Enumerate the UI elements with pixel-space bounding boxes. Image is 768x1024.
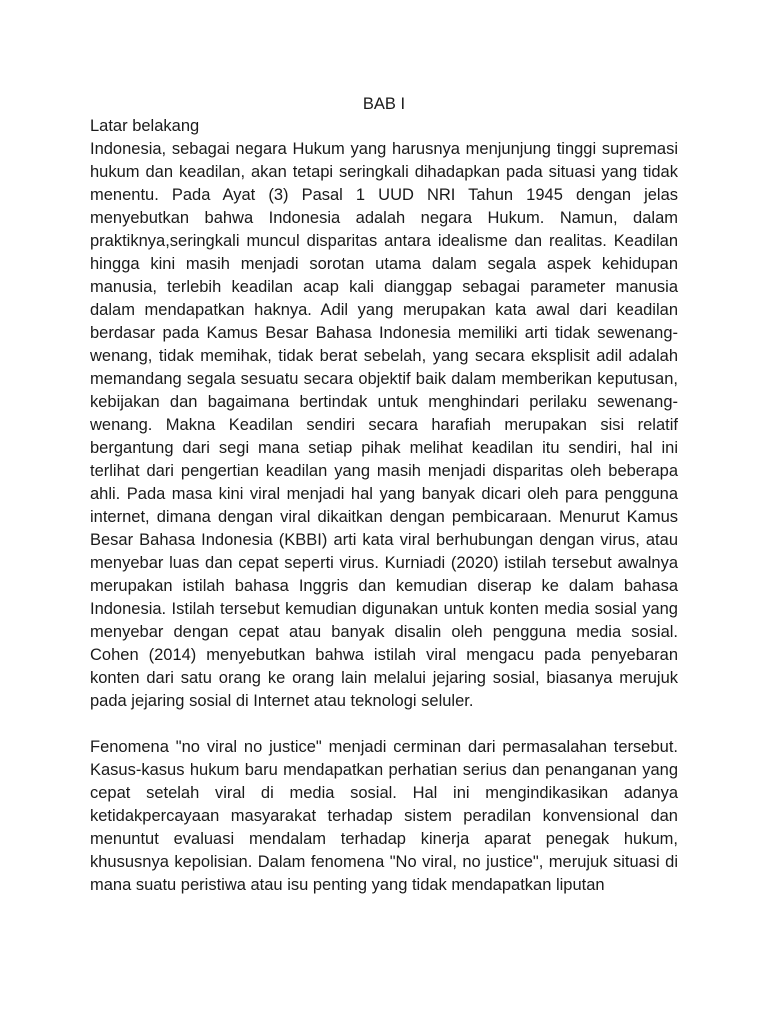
document-body — [90, 115, 678, 897]
paragraph-1: Indonesia, sebagai negara Hukum yang harusnya menjunjung tinggi supremasi hukum dan keadilan, akan tetapi seringkali dihadapkan pada situasi yang tidak menentu. Pada Ayat (3) Pasal 1 UUD NRI Tahun 1945 dengan jelas menyebutkan bahwa Indonesia adalah negara Hukum. Namun, dalam praktiknya,seringkali muncul disparitas antara idealisme dan realitas. Keadilan hingga kini masih menjadi sorotan utama dalam segala aspek kehidupan manusia, terlebih keadilan acap kali dianggap sebagai parameter manusia dalam mendapatkan haknya. Adil yang merupakan kata awal dari keadilan berdasar pada Kamus Besar Bahasa Indonesia memiliki arti tidak sewenang-wenang, tidak memihak, tidak berat sebelah, yang secara eksplisit adil adalah memandang segala sesuatu secara objektif baik dalam memberikan keputusan, kebijakan dan bagaimana bertindak untuk menghindari perilaku sewenang-wenang. Makna Keadilan sendiri secara harafiah merupakan sisi relatif bergantung dari segi mana setiap pihak melihat keadilan itu sendiri, hal ini terlihat dari pengertian keadilan yang masih menjadi disparitas oleh beberapa ahli. Pada masa kini viral menjadi hal yang banyak dicari oleh para pengguna internet, dimana dengan viral dikaitkan dengan pembicaraan. Menurut Kamus Besar Bahasa Indonesia (KBBI) arti kata viral berhubungan dengan virus, atau menyebar luas dan cepat seperti virus. Kurniadi (2020) istilah tersebut awalnya merupakan istilah bahasa Inggris dan kemudian diserap ke dalam bahasa Indonesia. Istilah tersebut kemudian digunakan untuk konten media sosial yang menyebar dengan cepat atau banyak disalin oleh pengguna media sosial. Cohen (2014) menyebutkan bahwa istilah viral mengacu pada penyebaran konten dari satu orang ke orang lain melalui jejaring sosial, biasanya merujuk pada jejaring sosial di Internet atau teknologi seluler. — [90, 140, 678, 710]
section-subheading: Latar belakang — [90, 117, 200, 135]
paragraph-2: Fenomena "no viral no justice" menjadi cerminan dari permasalahan tersebut. Kasus-kasus hukum baru mendapatkan perhatian serius dan penanganan yang cepat setelah viral di media sosial. Hal ini mengindikasikan adanya ketidakpercayaan masyarakat terhadap sistem peradilan konvensional dan menuntut evaluasi mendalam terhadap kinerja aparat penegak hukum, khususnya kepolisian. Dalam fenomena "No viral, no justice", merujuk situasi di mana suatu peristiwa atau isu penting yang tidak mendapatkan liputan — [90, 738, 678, 894]
chapter-heading: BAB I — [362, 95, 406, 113]
